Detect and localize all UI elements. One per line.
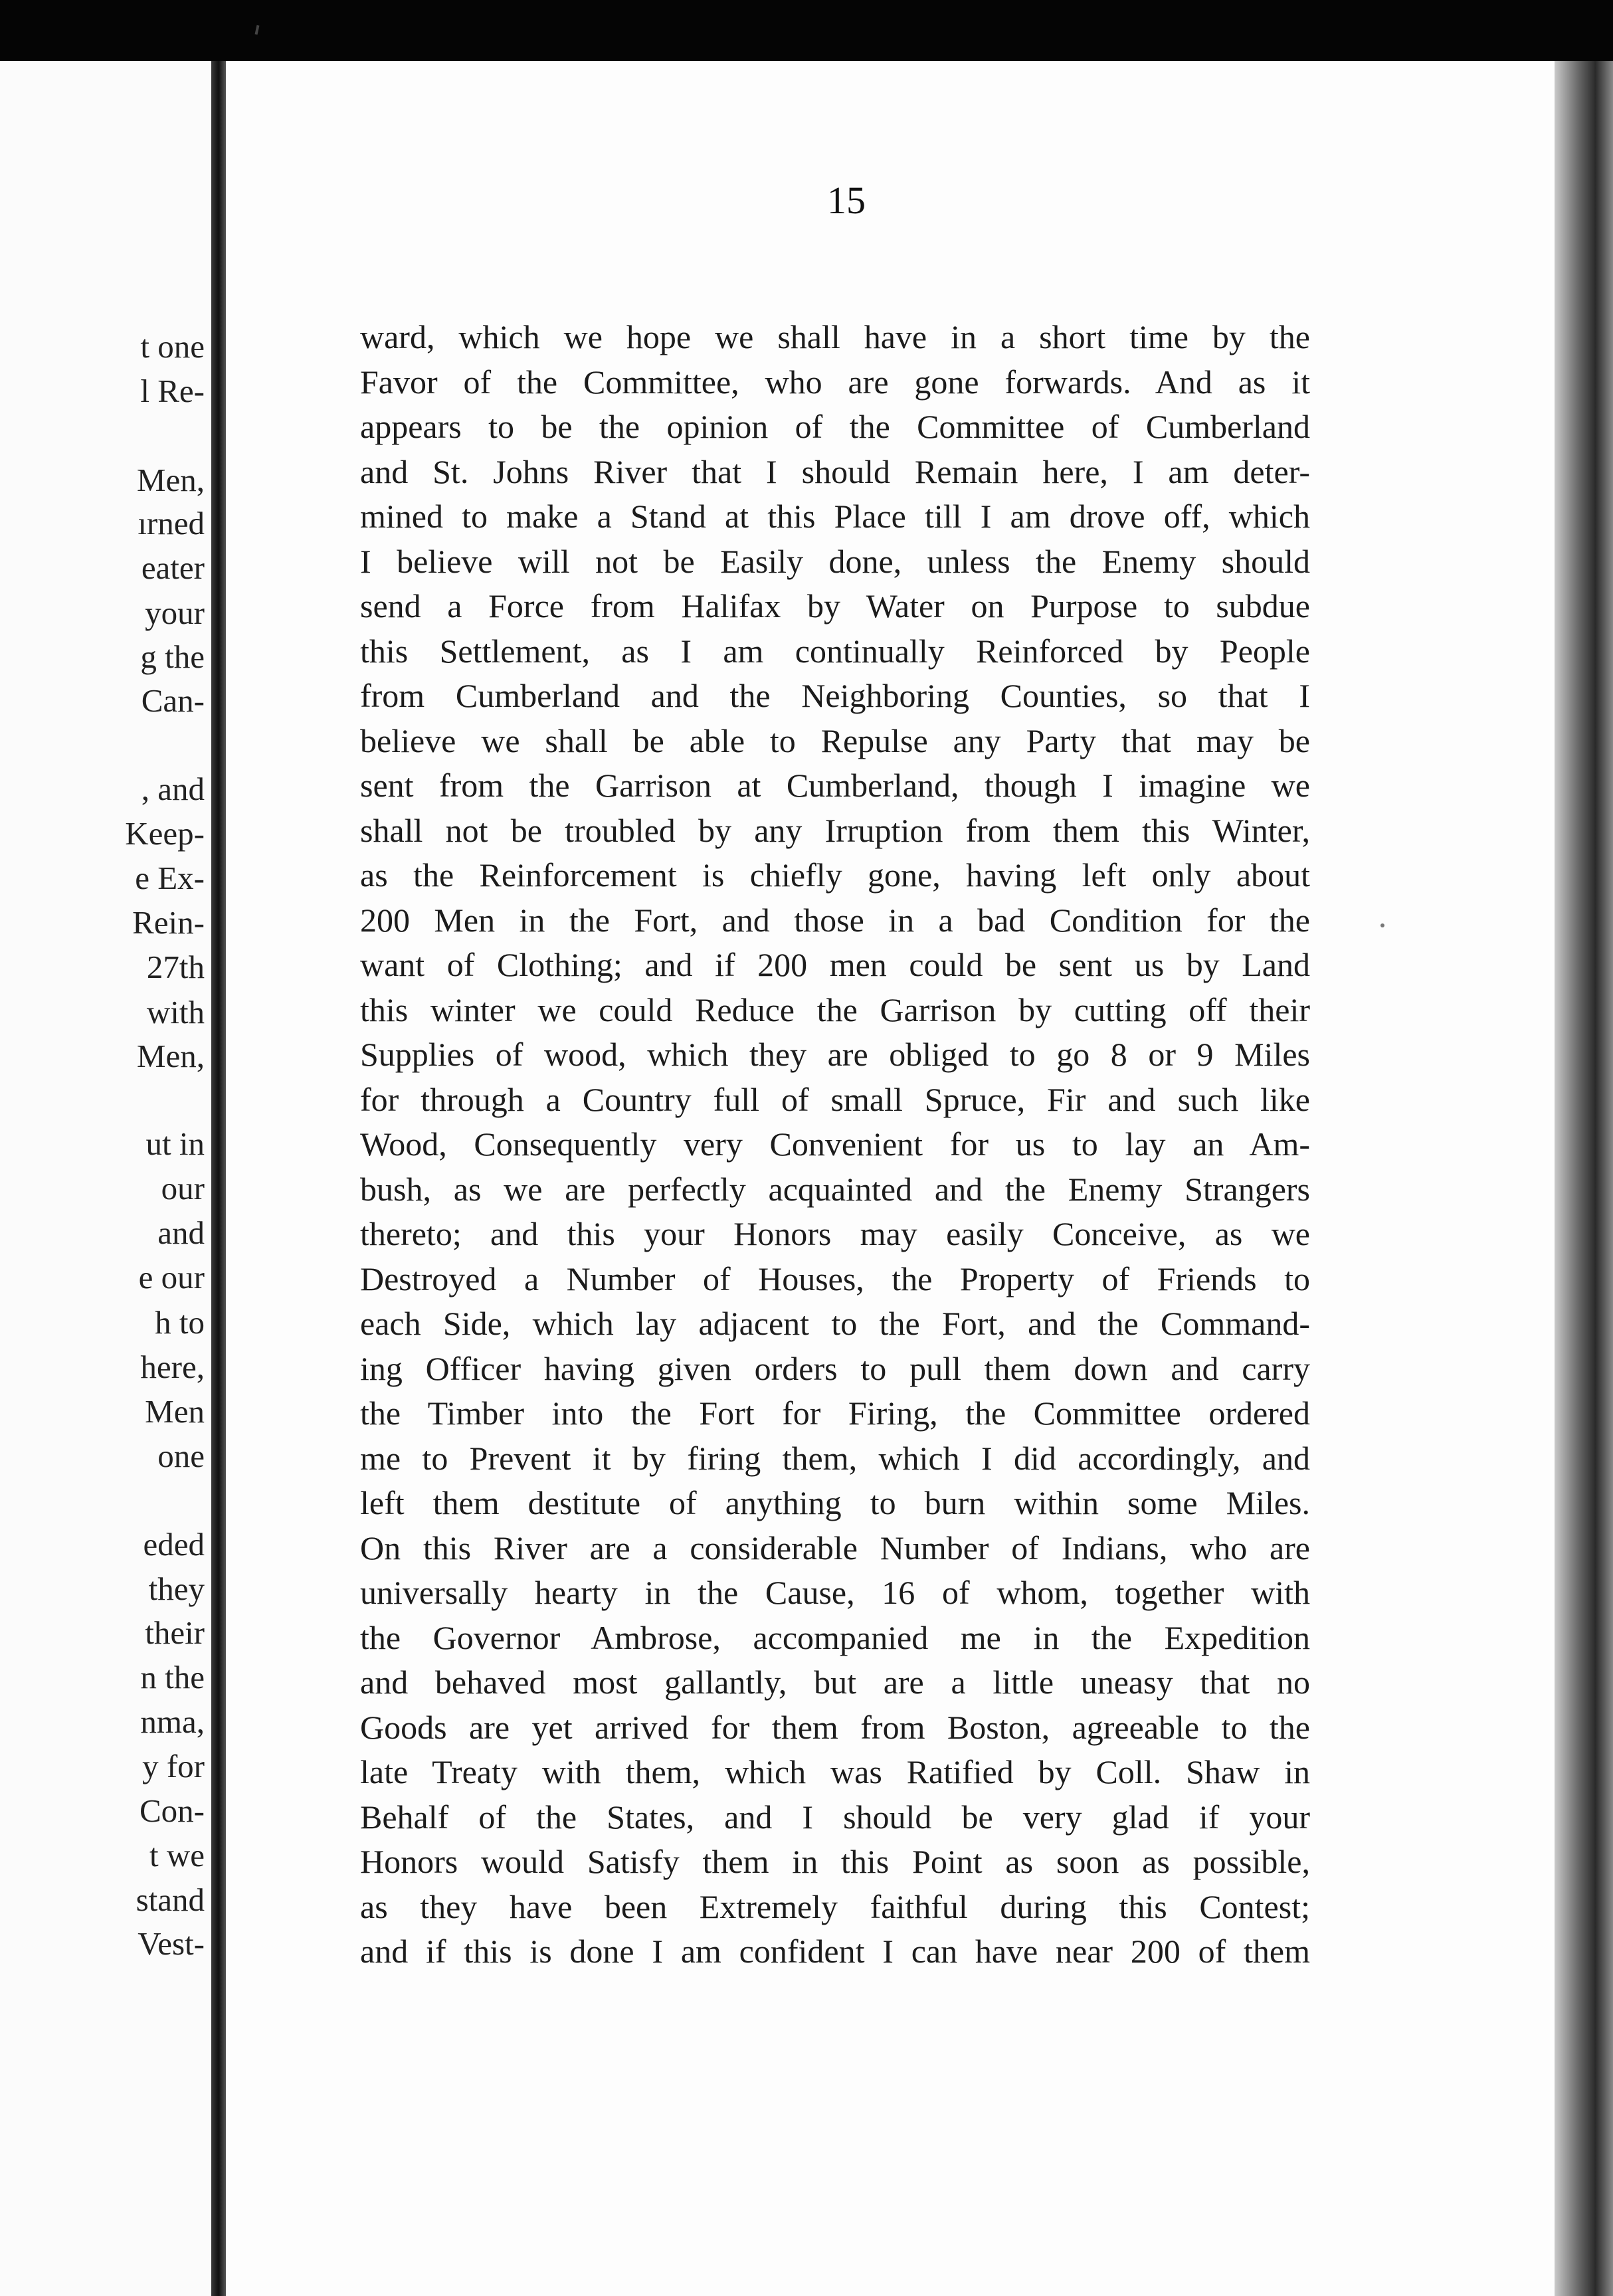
scan-speck	[1380, 923, 1384, 927]
facing-page-text-fragment: their	[145, 1614, 205, 1651]
page-number: 15	[827, 179, 866, 222]
facing-page-text-fragment: here,	[140, 1349, 205, 1385]
facing-page-text-fragment: y for	[142, 1748, 205, 1784]
facing-page-text-fragment: our	[161, 1170, 205, 1206]
text-line: Favor of the Committee, who are gone forwards. And as it	[360, 363, 1310, 401]
facing-page-text-fragment: , and	[141, 771, 205, 807]
facing-page-text-fragment: Men	[145, 1393, 205, 1430]
facing-page-text-fragment: eater	[141, 549, 205, 586]
facing-page-text-fragment: Con-	[140, 1792, 205, 1829]
facing-page-text-fragment: e our	[138, 1259, 205, 1295]
text-line: bush, as we are perfectly acquainted and the Enemy Strangers	[360, 1170, 1310, 1208]
text-line: as the Reinforcement is chiefly gone, having left only about	[360, 856, 1310, 894]
facing-page-text-fragment: Men,	[136, 1038, 205, 1074]
text-line: from Cumberland and the Neighboring Counties, so that I	[360, 677, 1310, 714]
text-line: as they have been Extremely faithful during this Contest;	[360, 1887, 1310, 1925]
text-line: Behalf of the States, and I should be very glad if your	[360, 1798, 1310, 1836]
text-line: the Governor Ambrose, accompanied me in the Expedition	[360, 1618, 1310, 1656]
text-line: and if this is done I am confident I can have near 200 of them	[360, 1933, 1310, 1970]
text-line: shall not be troubled by any Irruption from them this Winter,	[360, 811, 1310, 849]
text-line: ward, which we hope we shall have in a short time by the	[360, 318, 1310, 355]
facing-page-left	[0, 61, 211, 2296]
facing-page-text-fragment: 27th	[146, 949, 205, 985]
text-line: 200 Men in the Fort, and those in a bad Condition for the	[360, 901, 1310, 939]
facing-page-text-fragment: eded	[143, 1526, 205, 1563]
text-line: me to Prevent it by firing them, which I did accordingly, and	[360, 1439, 1310, 1477]
facing-page-text-fragment: e Ex-	[135, 860, 205, 896]
text-line: left them destitute of anything to burn within some Miles.	[360, 1484, 1310, 1521]
text-line: late Treaty with them, which was Ratified by Coll. Shaw in	[360, 1753, 1310, 1790]
facing-page-text-fragment: t we	[149, 1837, 205, 1873]
text-line: ing Officer having given orders to pull them down and carry	[360, 1349, 1310, 1387]
facing-page-text-fragment: with	[146, 994, 205, 1030]
facing-page-text-fragment: and	[157, 1214, 205, 1251]
facing-page-text-fragment: nma,	[140, 1703, 205, 1740]
page-edge-right	[1555, 61, 1613, 2296]
text-line: send a Force from Halifax by Water on Purpose to subdue	[360, 587, 1310, 624]
text-line: Wood, Consequently very Convenient for us to lay an Am-	[360, 1125, 1310, 1163]
facing-page-text-fragment: t one	[140, 328, 205, 365]
text-line: for through a Country full of small Spruce, Fir and such like	[360, 1080, 1310, 1118]
facing-page-text-fragment: ırned	[138, 505, 205, 541]
facing-page-text-fragment: one	[157, 1438, 205, 1474]
facing-page-text-fragment: ut in	[145, 1125, 205, 1162]
facing-page-text-fragment: Keep-	[125, 815, 205, 852]
facing-page-text-fragment: Vest-	[138, 1925, 205, 1962]
text-line: and St. Johns River that I should Remain here, I am deter-	[360, 452, 1310, 490]
facing-page-text-fragment: h to	[155, 1304, 205, 1341]
body-text	[360, 315, 1310, 1974]
text-line: sent from the Garrison at Cumberland, though I imagine we	[360, 767, 1310, 804]
facing-page-text-fragment: n the	[140, 1659, 205, 1695]
text-line: and behaved most gallantly, but are a little uneasy that no	[360, 1664, 1310, 1701]
text-line: mined to make a Stand at this Place till I am drove off, which	[360, 498, 1310, 535]
text-line: Goods are yet arrived for them from Boston, agreeable to the	[360, 1708, 1310, 1746]
text-line: I believe will not be Easily done, unless the Enemy should	[360, 542, 1310, 580]
text-line: each Side, which lay adjacent to the Fort, and the Command-	[360, 1305, 1310, 1342]
text-line: thereto; and this your Honors may easily Conceive, as we	[360, 1215, 1310, 1252]
facing-page-text-fragment: g the	[140, 638, 205, 675]
text-line: Honors would Satisfy them in this Point as soon as possible,	[360, 1843, 1310, 1880]
facing-page-text-fragment: Rein-	[132, 904, 205, 941]
book-gutter	[211, 61, 226, 2296]
facing-page-text-fragment: Men,	[136, 462, 205, 498]
text-line: want of Clothing; and if 200 men could be sent us by Land	[360, 946, 1310, 983]
text-line: On this River are a considerable Number of Indians, who are	[360, 1529, 1310, 1567]
text-line: Supplies of wood, which they are obliged to go 8 or 9 Miles	[360, 1036, 1310, 1073]
facing-page-text-fragment: l Re-	[140, 373, 205, 409]
facing-page-text-fragment: Can-	[141, 682, 205, 719]
scan-top-border	[0, 0, 1613, 61]
facing-page-text-fragment: your	[145, 595, 205, 631]
text-line: this Settlement, as I am continually Reinforced by People	[360, 632, 1310, 670]
text-line: this winter we could Reduce the Garrison by cutting off their	[360, 991, 1310, 1028]
text-line: Destroyed a Number of Houses, the Property of Friends to	[360, 1260, 1310, 1297]
facing-page-text-fragment: they	[148, 1571, 205, 1607]
text-line: appears to be the opinion of the Committee of Cumberland	[360, 408, 1310, 445]
text-line: universally hearty in the Cause, 16 of whom, together with	[360, 1574, 1310, 1611]
facing-page-text-fragment: stand	[136, 1881, 205, 1918]
text-line: believe we shall be able to Repulse any Party that may be	[360, 721, 1310, 759]
text-line: the Timber into the Fort for Firing, the Committee ordered	[360, 1394, 1310, 1432]
